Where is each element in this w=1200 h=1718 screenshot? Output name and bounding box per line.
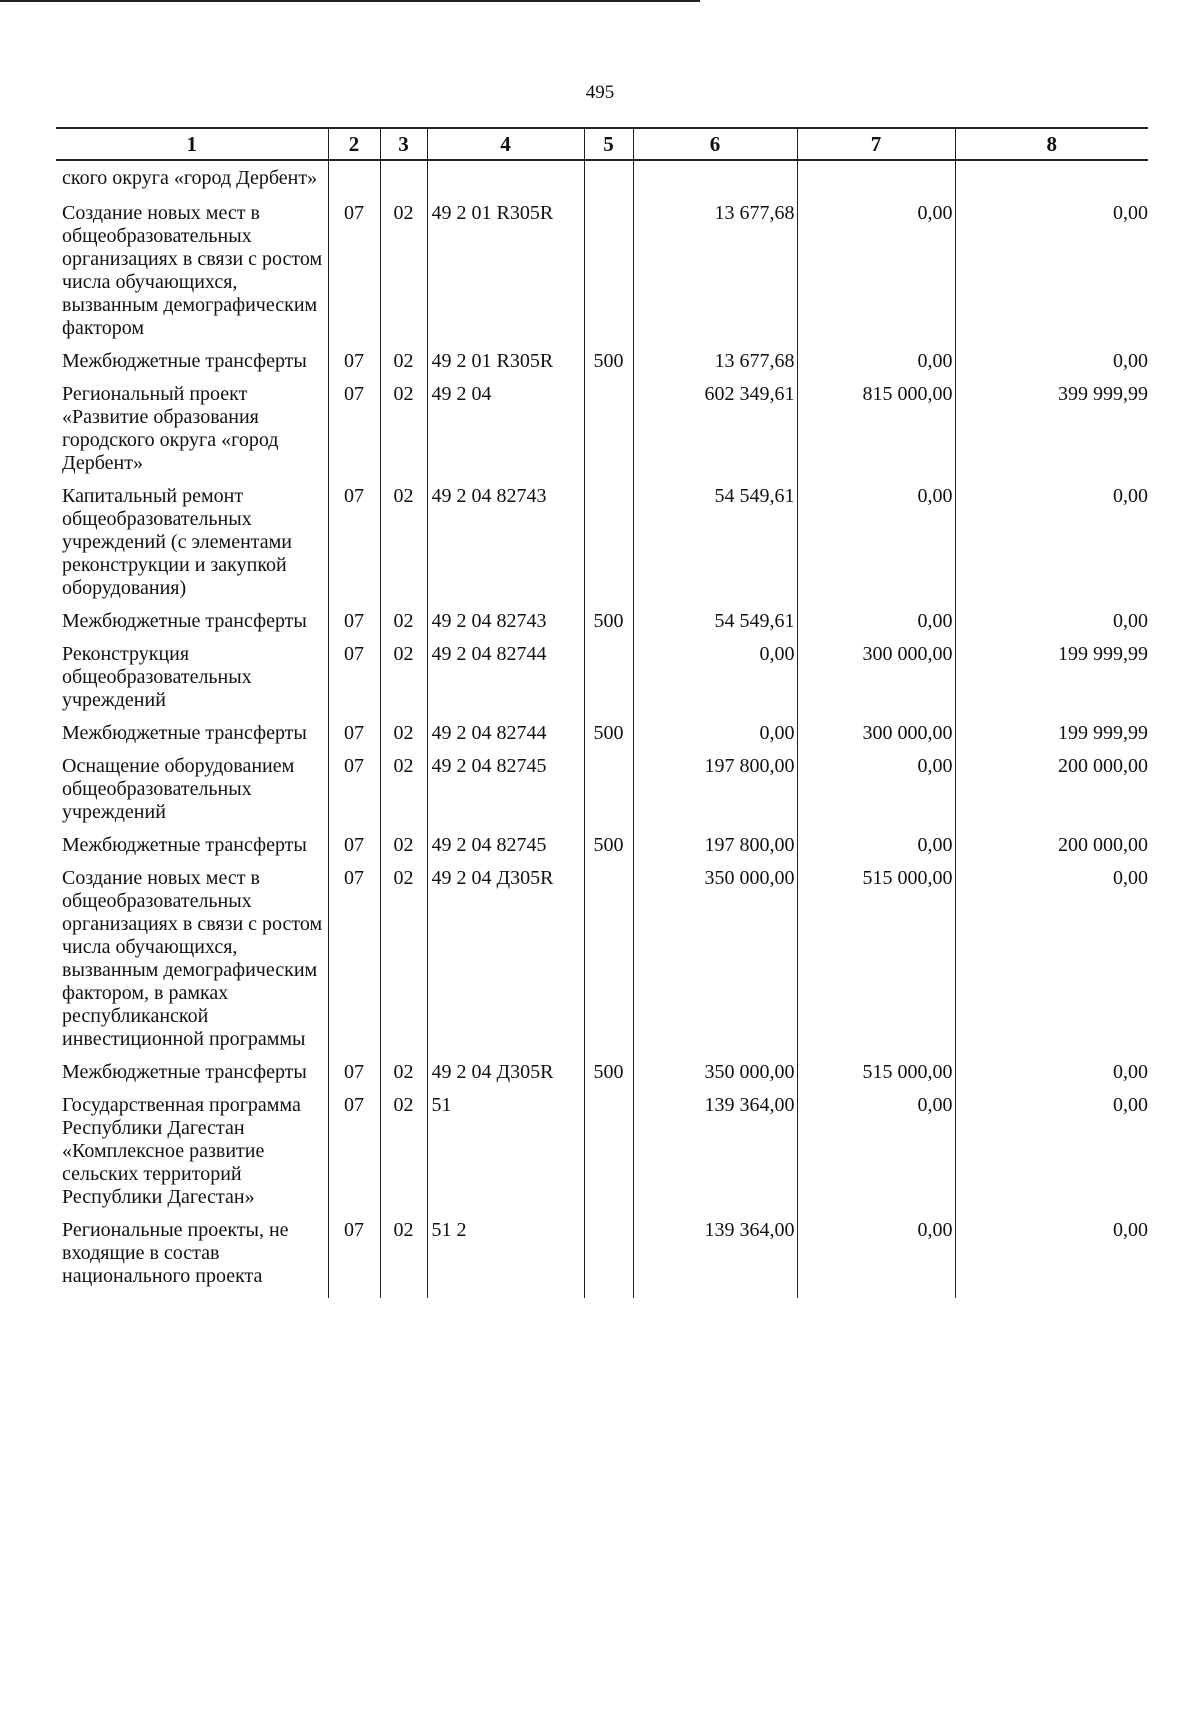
target-article-code: 49 2 04 82745 <box>427 755 584 834</box>
expense-type-code: 500 <box>584 350 633 383</box>
header-row <box>56 128 1148 160</box>
amount-col-7: 815 000,00 <box>797 383 955 485</box>
subsection-code: 02 <box>380 1219 427 1298</box>
amount-col-8: 200 000,00 <box>955 755 1148 834</box>
amount-col-7: 300 000,00 <box>797 643 955 722</box>
amount-col-8: 199 999,99 <box>955 643 1148 722</box>
subsection-code <box>380 160 427 202</box>
amount-col-6: 139 364,00 <box>633 1094 797 1219</box>
amount-col-6: 350 000,00 <box>633 1061 797 1094</box>
amount-col-7: 0,00 <box>797 1219 955 1298</box>
subsection-code: 02 <box>380 1061 427 1094</box>
expense-type-code <box>584 383 633 485</box>
row-description: ского округа «город Дербент» <box>56 160 328 202</box>
amount-col-8: 399 999,99 <box>955 383 1148 485</box>
section-code: 07 <box>328 643 380 722</box>
column-header-4: 4 <box>427 128 584 160</box>
row-description: Межбюджетные трансферты <box>56 722 328 755</box>
amount-col-8: 200 000,00 <box>955 834 1148 867</box>
amount-col-7: 0,00 <box>797 350 955 383</box>
column-header-1: 1 <box>56 128 328 160</box>
target-article-code: 49 2 04 Д305R <box>427 1061 584 1094</box>
section-code: 07 <box>328 350 380 383</box>
amount-col-8: 0,00 <box>955 485 1148 610</box>
section-code: 07 <box>328 1094 380 1219</box>
subsection-code: 02 <box>380 202 427 350</box>
section-code: 07 <box>328 1219 380 1298</box>
expense-type-code: 500 <box>584 834 633 867</box>
amount-col-6: 197 800,00 <box>633 755 797 834</box>
expense-type-code: 500 <box>584 1061 633 1094</box>
amount-col-8: 0,00 <box>955 202 1148 350</box>
row-description: Капитальный ремонт общеобразовательных учреждений (с элементами реконструкции и закупкой оборудования) <box>56 485 328 610</box>
table-row <box>56 722 1148 755</box>
section-code: 07 <box>328 485 380 610</box>
section-code: 07 <box>328 722 380 755</box>
row-description: Межбюджетные трансферты <box>56 610 328 643</box>
amount-col-7: 300 000,00 <box>797 722 955 755</box>
target-article-code: 49 2 01 R305R <box>427 202 584 350</box>
budget-table <box>56 127 1148 1298</box>
row-description: Региональные проекты, не входящие в состав национального проекта <box>56 1219 328 1298</box>
table-body <box>56 160 1148 1298</box>
amount-col-8 <box>955 160 1148 202</box>
table-row <box>56 867 1148 1061</box>
column-header-6: 6 <box>633 128 797 160</box>
subsection-code: 02 <box>380 485 427 610</box>
row-description: Межбюджетные трансферты <box>56 834 328 867</box>
target-article-code: 49 2 04 82743 <box>427 610 584 643</box>
expense-type-code <box>584 202 633 350</box>
table-row <box>56 202 1148 350</box>
subsection-code: 02 <box>380 755 427 834</box>
target-article-code <box>427 160 584 202</box>
amount-col-6: 602 349,61 <box>633 383 797 485</box>
subsection-code: 02 <box>380 643 427 722</box>
amount-col-7: 0,00 <box>797 485 955 610</box>
amount-col-6: 13 677,68 <box>633 350 797 383</box>
target-article-code: 51 <box>427 1094 584 1219</box>
expense-type-code <box>584 643 633 722</box>
expense-type-code <box>584 867 633 1061</box>
amount-col-7: 515 000,00 <box>797 867 955 1061</box>
table-row <box>56 1061 1148 1094</box>
amount-col-8: 0,00 <box>955 1094 1148 1219</box>
amount-col-8: 0,00 <box>955 1061 1148 1094</box>
row-description: Реконструкция общеобразовательных учреждений <box>56 643 328 722</box>
amount-col-6 <box>633 160 797 202</box>
amount-col-8: 0,00 <box>955 610 1148 643</box>
amount-col-6: 54 549,61 <box>633 485 797 610</box>
row-description: Создание новых мест в общеобразовательных организациях в связи с ростом числа обучающихся, вызванным демографическим фактором <box>56 202 328 350</box>
amount-col-7: 0,00 <box>797 1094 955 1219</box>
section-code: 07 <box>328 834 380 867</box>
subsection-code: 02 <box>380 867 427 1061</box>
table-row <box>56 1219 1148 1298</box>
amount-col-7 <box>797 160 955 202</box>
subsection-code: 02 <box>380 610 427 643</box>
amount-col-6: 0,00 <box>633 722 797 755</box>
table-row <box>56 350 1148 383</box>
expense-type-code <box>584 485 633 610</box>
amount-col-8: 199 999,99 <box>955 722 1148 755</box>
row-description: Межбюджетные трансферты <box>56 350 328 383</box>
target-article-code: 49 2 04 <box>427 383 584 485</box>
table-row <box>56 610 1148 643</box>
table-row <box>56 485 1148 610</box>
row-description: Оснащение оборудованием общеобразовательных учреждений <box>56 755 328 834</box>
column-header-2: 2 <box>328 128 380 160</box>
row-description: Региональный проект «Развитие образования городского округа «город Дербент» <box>56 383 328 485</box>
section-code: 07 <box>328 1061 380 1094</box>
row-description: Межбюджетные трансферты <box>56 1061 328 1094</box>
target-article-code: 49 2 04 82745 <box>427 834 584 867</box>
expense-type-code: 500 <box>584 722 633 755</box>
amount-col-8: 0,00 <box>955 350 1148 383</box>
page-number: 495 <box>585 82 615 103</box>
table-row <box>56 643 1148 722</box>
target-article-code: 49 2 04 82743 <box>427 485 584 610</box>
row-description: Государственная программа Республики Дагестан «Комплексное развитие сельских территорий Республики Дагестан» <box>56 1094 328 1219</box>
target-article-code: 51 2 <box>427 1219 584 1298</box>
section-code <box>328 160 380 202</box>
table-row <box>56 755 1148 834</box>
target-article-code: 49 2 01 R305R <box>427 350 584 383</box>
column-header-3: 3 <box>380 128 427 160</box>
subsection-code: 02 <box>380 383 427 485</box>
amount-col-6: 197 800,00 <box>633 834 797 867</box>
subsection-code: 02 <box>380 1094 427 1219</box>
amount-col-6: 54 549,61 <box>633 610 797 643</box>
subsection-code: 02 <box>380 350 427 383</box>
expense-type-code <box>584 1219 633 1298</box>
subsection-code: 02 <box>380 834 427 867</box>
top-scan-rule <box>0 0 700 2</box>
amount-col-6: 350 000,00 <box>633 867 797 1061</box>
target-article-code: 49 2 04 82744 <box>427 643 584 722</box>
section-code: 07 <box>328 867 380 1061</box>
table-row <box>56 1094 1148 1219</box>
amount-col-7: 0,00 <box>797 834 955 867</box>
table-row <box>56 834 1148 867</box>
target-article-code: 49 2 04 Д305R <box>427 867 584 1061</box>
expense-type-code: 500 <box>584 610 633 643</box>
amount-col-6: 13 677,68 <box>633 202 797 350</box>
amount-col-7: 0,00 <box>797 202 955 350</box>
amount-col-8: 0,00 <box>955 867 1148 1061</box>
section-code: 07 <box>328 755 380 834</box>
column-header-8: 8 <box>955 128 1148 160</box>
section-code: 07 <box>328 202 380 350</box>
column-header-7: 7 <box>797 128 955 160</box>
column-header-5: 5 <box>584 128 633 160</box>
amount-col-7: 515 000,00 <box>797 1061 955 1094</box>
amount-col-7: 0,00 <box>797 755 955 834</box>
section-code: 07 <box>328 383 380 485</box>
section-code: 07 <box>328 610 380 643</box>
expense-type-code <box>584 755 633 834</box>
table-row <box>56 383 1148 485</box>
target-article-code: 49 2 04 82744 <box>427 722 584 755</box>
table-row <box>56 160 1148 202</box>
expense-type-code <box>584 1094 633 1219</box>
amount-col-6: 0,00 <box>633 643 797 722</box>
amount-col-8: 0,00 <box>955 1219 1148 1298</box>
amount-col-7: 0,00 <box>797 610 955 643</box>
subsection-code: 02 <box>380 722 427 755</box>
amount-col-6: 139 364,00 <box>633 1219 797 1298</box>
row-description: Создание новых мест в общеобразовательных организациях в связи с ростом числа обучающихся, вызванным демографическим фактором, в рамках республиканской инвестиционной программы <box>56 867 328 1061</box>
expense-type-code <box>584 160 633 202</box>
